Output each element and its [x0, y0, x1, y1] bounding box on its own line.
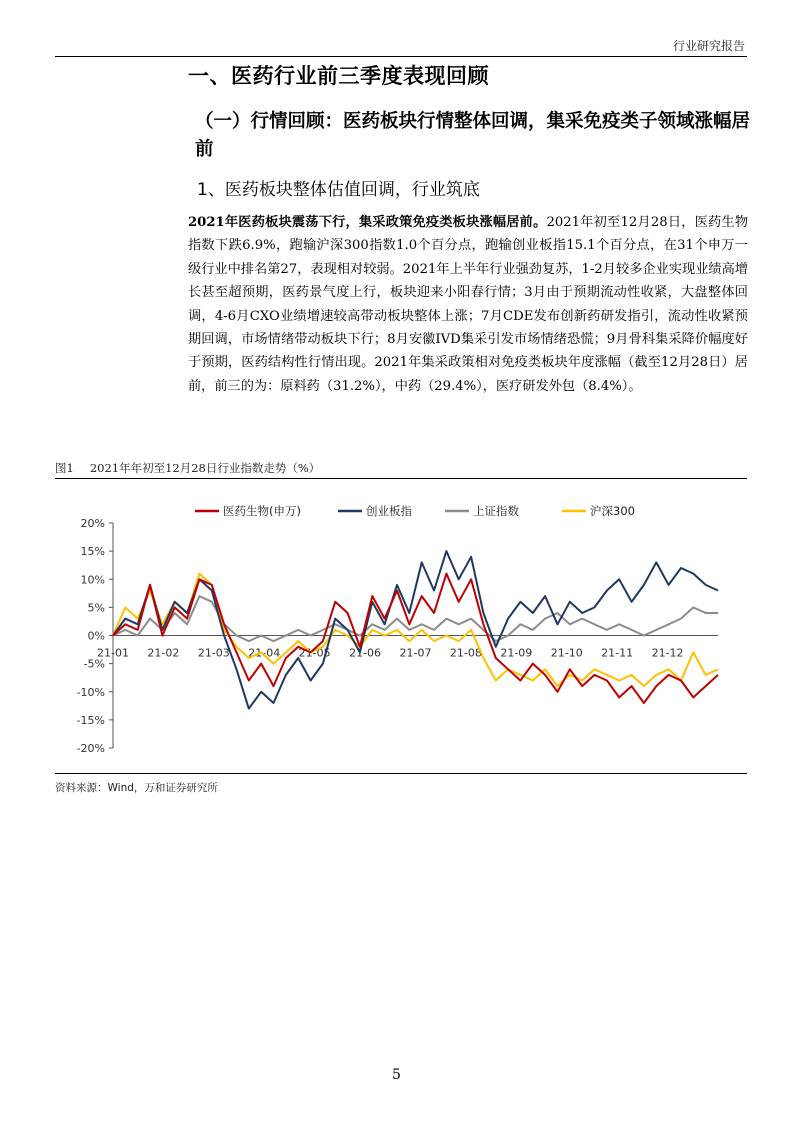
y-tick-label: 20% — [80, 517, 105, 530]
figure-bottom-rule — [55, 773, 747, 774]
paragraph-body: 2021年初至12月28日，医药生物指数下跌6.9%，跑输沪深300指数1.0个百分点，跑输创业板指15.1个百分点，在31个申万一级行业中排名第27，表现相对较弱。2021年上半年行业强劲复苏，1-2月较多企业实现业绩高增长甚至超预期，医药景气度上行，板块迎来小阳春行情；3月由于预期流动性收紧，大盘整体回调，4-6月CXO业绩增速较高带动板块整体上涨；7月CDE发布创新药研发指引，流动性收紧预期回调，市场情绪带动板块下行；8月安徽IVD集采引发市场情绪恐慌；9月骨科集采降价幅度好于预期，医药结构性行情出现。2021年集采政策相对免疫类板块年度涨幅（截至12月28日）居前，前三的为：原料药（31.2%），中药（29.4%），医疗研发外包（8.4%）。 — [188, 215, 749, 394]
y-tick-label: -20% — [76, 742, 105, 755]
y-tick-label: -5% — [83, 657, 105, 671]
y-tick-label: -15% — [76, 713, 105, 727]
x-tick-label: 21-11 — [601, 646, 634, 660]
figure-caption-text: 2021年年初至12月28日行业指数走势（%） — [89, 461, 321, 475]
x-tick-label: 21-08 — [449, 646, 482, 660]
y-tick-label: 0% — [87, 629, 105, 643]
x-tick-label: 21-03 — [197, 646, 230, 660]
legend-label: 创业板指 — [366, 504, 412, 518]
y-tick-label: 10% — [80, 573, 105, 587]
x-tick-label: 21-06 — [349, 646, 382, 660]
legend-label: 医药生物(申万) — [223, 504, 301, 518]
legend-label: 沪深300 — [590, 504, 635, 518]
x-tick-label: 21-02 — [147, 646, 180, 660]
paragraph-lead: 2021年医药板块震荡下行，集采政策免疫类板块涨幅居前。 — [188, 215, 547, 230]
figure-top-rule — [55, 478, 747, 479]
section-heading-3: 1、医药板块整体估值回调，行业筑底 — [197, 180, 480, 200]
figure-source: 资料来源：Wind，万和证券研究所 — [55, 782, 218, 794]
series-line — [113, 551, 718, 709]
y-tick-label: 15% — [80, 545, 105, 559]
x-tick-label: 21-04 — [248, 646, 281, 660]
figure-caption — [55, 460, 336, 476]
x-tick-label: 21-05 — [298, 646, 331, 660]
x-tick-label: 21-01 — [97, 646, 129, 660]
y-tick-label: -10% — [76, 685, 105, 699]
y-tick-label: 5% — [87, 601, 105, 615]
page-number: 5 — [392, 1067, 401, 1083]
x-tick-label: 21-09 — [500, 646, 533, 660]
figure-label: 图1 — [55, 461, 74, 475]
x-tick-label: 21-07 — [399, 646, 432, 660]
industry-index-line-chart — [55, 487, 747, 772]
x-tick-label: 21-10 — [550, 646, 583, 660]
legend-label: 上证指数 — [473, 504, 519, 518]
page-header — [55, 34, 747, 57]
section-heading-2: （一）行情回顾：医药板块行情整体回调，集采免疫类子领域涨幅居前 — [195, 111, 751, 160]
body-paragraph — [188, 211, 748, 398]
section-heading-1: 一、医药行业前三季度表现回顾 — [188, 64, 489, 88]
x-tick-label: 21-12 — [651, 646, 684, 660]
header-title: 行业研究报告 — [672, 39, 745, 53]
